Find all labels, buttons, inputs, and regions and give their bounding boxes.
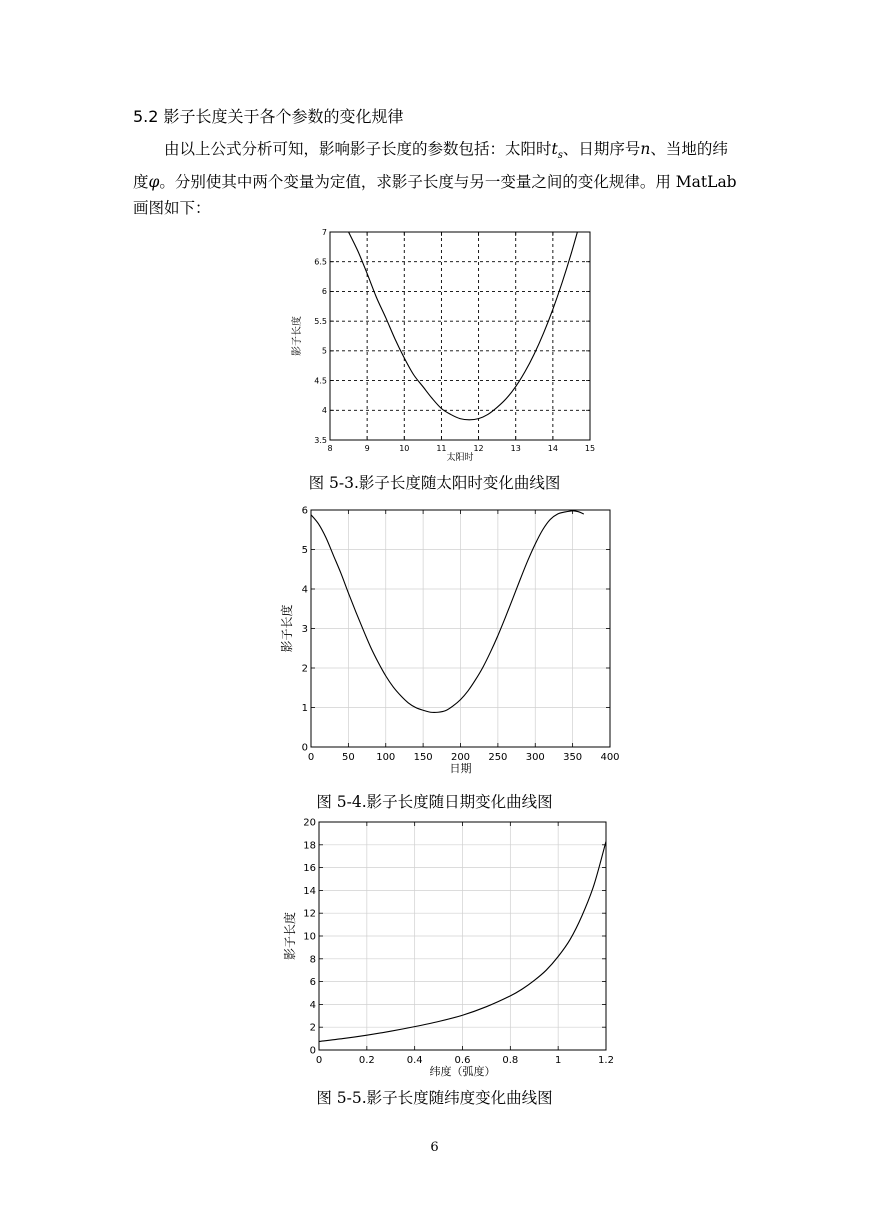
x-axis-label: 日期 — [449, 762, 472, 775]
x-tick-label: 300 — [525, 752, 545, 763]
text-part1: 由以上公式分析可知，影响影子长度的参数包括：太阳时 — [164, 140, 552, 158]
x-tick-label: 15 — [584, 444, 596, 453]
var-t: t — [551, 140, 558, 158]
y-tick-label: 10 — [303, 931, 316, 943]
chart-fig4 — [278, 502, 628, 782]
y-tick-label: 18 — [303, 840, 316, 852]
x-tick-label: 10 — [399, 444, 410, 453]
x-tick-label: 0.8 — [502, 1055, 519, 1066]
y-tick-label: 8 — [309, 954, 316, 966]
y-tick-label: 2 — [301, 663, 308, 675]
x-tick-label: 9 — [364, 444, 370, 453]
x-tick-label: 12 — [473, 444, 484, 453]
y-tick-label: 7 — [321, 227, 327, 237]
x-tick-label: 0.4 — [406, 1055, 423, 1066]
x-tick-label: 100 — [376, 752, 396, 763]
x-tick-label: 0.6 — [454, 1055, 471, 1066]
y-tick-label: 0 — [301, 742, 308, 754]
y-tick-label: 4 — [301, 584, 308, 596]
y-tick-label: 2 — [309, 1022, 316, 1034]
y-tick-label: 3 — [301, 624, 308, 635]
text-part5: 。分别使其中两个变量为定值，求影子长度与另一变量之间的变化规律。用 MatLab 画图如下： — [133, 173, 737, 218]
x-tick-label: 13 — [510, 444, 521, 453]
x-tick-label: 0 — [307, 752, 315, 763]
x-tick-label: 1 — [554, 1055, 562, 1066]
y-tick-label: 6.5 — [314, 257, 327, 267]
y-tick-label: 6 — [309, 977, 316, 989]
y-tick-label: 5 — [301, 545, 308, 556]
section-heading: 5.2 影子长度关于各个参数的变化规律 — [133, 107, 404, 126]
y-tick-label: 5.5 — [314, 316, 327, 326]
y-tick-label: 6 — [321, 287, 327, 297]
y-axis-label: 影子长度 — [292, 316, 303, 356]
y-tick-label: 3.5 — [314, 435, 327, 445]
x-tick-label: 350 — [563, 752, 583, 763]
y-axis-label: 影子长度 — [283, 911, 297, 961]
y-tick-label: 1 — [301, 703, 308, 714]
y-tick-label: 14 — [303, 885, 316, 897]
y-tick-label: 4 — [321, 406, 327, 416]
caption-fig4: 图 5-4.影子长度随日期变化曲线图 — [316, 793, 553, 811]
x-tick-label: 50 — [342, 752, 355, 763]
y-tick-label: 5 — [321, 346, 327, 356]
text-part2: 、日期序号 — [562, 140, 641, 158]
text-part3: 、 — [650, 140, 666, 158]
x-tick-label: 200 — [450, 752, 471, 763]
chart-fig3 — [280, 222, 600, 467]
x-tick-label: 8 — [327, 444, 333, 453]
x-tick-label: 0 — [315, 1055, 323, 1066]
x-tick-label: 14 — [547, 444, 558, 453]
var-phi: φ — [148, 173, 160, 192]
var-n: n — [640, 140, 651, 158]
caption-fig5: 图 5-5.影子长度随纬度变化曲线图 — [316, 1089, 553, 1107]
body-paragraph — [133, 136, 743, 221]
y-tick-label: 16 — [303, 863, 316, 875]
x-tick-label: 150 — [413, 752, 433, 763]
x-axis-label: 太阳时 — [446, 453, 474, 463]
var-t-sub: s — [557, 150, 563, 162]
y-tick-label: 20 — [303, 817, 316, 829]
y-tick-label: 6 — [301, 505, 308, 517]
x-tick-label: 0.2 — [358, 1055, 375, 1066]
text-part4: 当地的纬度 — [133, 140, 728, 192]
series-line — [311, 511, 584, 713]
page-number: 6 — [430, 1140, 439, 1155]
y-tick-label: 0 — [309, 1045, 316, 1057]
x-axis-label: 纬度（弧度） — [429, 1065, 496, 1078]
y-tick-label: 12 — [303, 908, 316, 920]
y-tick-label: 4.5 — [314, 376, 327, 386]
chart-fig5 — [282, 812, 622, 1084]
x-tick-label: 400 — [600, 752, 620, 763]
y-tick-label: 4 — [309, 999, 316, 1011]
caption-fig3: 图 5-3.影子长度随太阳时变化曲线图 — [308, 474, 561, 492]
plot-frame — [330, 232, 590, 440]
x-tick-label: 11 — [436, 444, 447, 453]
y-axis-label: 影子长度 — [280, 604, 294, 653]
x-tick-label: 250 — [488, 752, 508, 763]
x-tick-label: 1.2 — [598, 1055, 614, 1066]
